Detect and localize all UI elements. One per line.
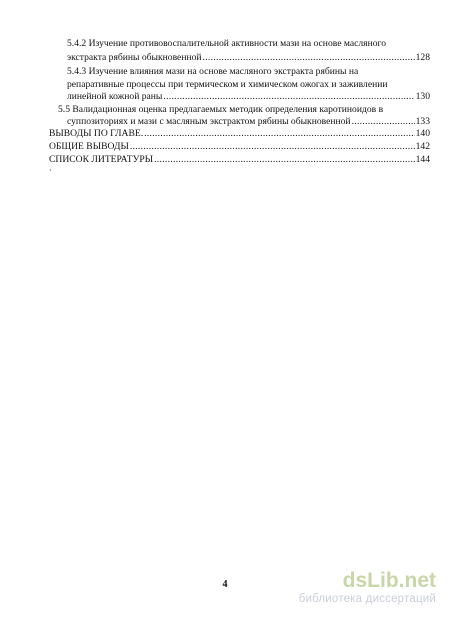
toc-entry-5-5-page: 133 xyxy=(415,116,430,127)
toc-entry-5-4-3-page: 130 xyxy=(415,91,430,102)
toc-entry-references-label: СПИСОК ЛИТЕРАТУРЫ xyxy=(49,154,154,165)
toc-entry-references[interactable] xyxy=(49,154,430,166)
toc-entry-general-conclusions[interactable] xyxy=(49,141,430,153)
watermark-tagline: библиотека диссертаций xyxy=(298,593,436,605)
toc-entry-5-4-2-last-line[interactable] xyxy=(67,52,430,64)
stray-mark: ˋ xyxy=(49,168,52,178)
toc-entry-5-4-3-last-line[interactable] xyxy=(67,91,430,103)
watermark-logo: dsLib.net xyxy=(342,569,436,592)
page-number: 4 xyxy=(222,579,228,590)
toc-entry-5-4-2-line1: 5.4.2 Изучение противовоспалительной активности мази на основе масляного xyxy=(67,38,387,49)
toc-entry-5-5-line1: 5.5 Валидационная оценка предлагаемых методик определения каротиноидов в xyxy=(58,104,384,115)
dot-leader xyxy=(203,52,415,64)
toc-entry-5-4-3-line2: репаративные процессы при термическом и химическом ожогах и заживлении xyxy=(67,79,388,90)
toc-entry-5-5-last-line[interactable] xyxy=(67,116,430,128)
toc-entry-chapter-conclusions-label: ВЫВОДЫ ПО ГЛАВЕ. xyxy=(49,128,144,139)
toc-entry-general-conclusions-label: ОБЩИЕ ВЫВОДЫ xyxy=(49,141,129,152)
toc-entry-5-5-line2: суппозиториях и мази с масляным экстрактом рябины обыкновенной xyxy=(67,116,351,127)
toc-entry-general-conclusions-page: 142 xyxy=(415,141,430,152)
toc-entry-5-4-3-line1: 5.4.3 Изучение влияния мази на основе масляного экстракта рябины на xyxy=(67,66,359,77)
dot-leader xyxy=(130,141,415,153)
dot-leader xyxy=(163,91,414,103)
dot-leader xyxy=(352,116,415,128)
toc-entry-5-4-2-line2: экстракта рябины обыкновенной xyxy=(67,52,202,63)
dot-leader xyxy=(154,154,415,166)
toc-entry-references-page: 144 xyxy=(415,154,430,165)
toc-entry-5-4-3-line3: линейной кожной раны xyxy=(67,91,163,102)
dot-leader xyxy=(144,128,415,140)
watermark xyxy=(299,570,436,606)
toc-entry-5-4-2-page: 128 xyxy=(415,52,430,63)
toc-entry-chapter-conclusions[interactable] xyxy=(49,128,430,140)
toc-entry-chapter-conclusions-page: 140 xyxy=(415,128,430,139)
